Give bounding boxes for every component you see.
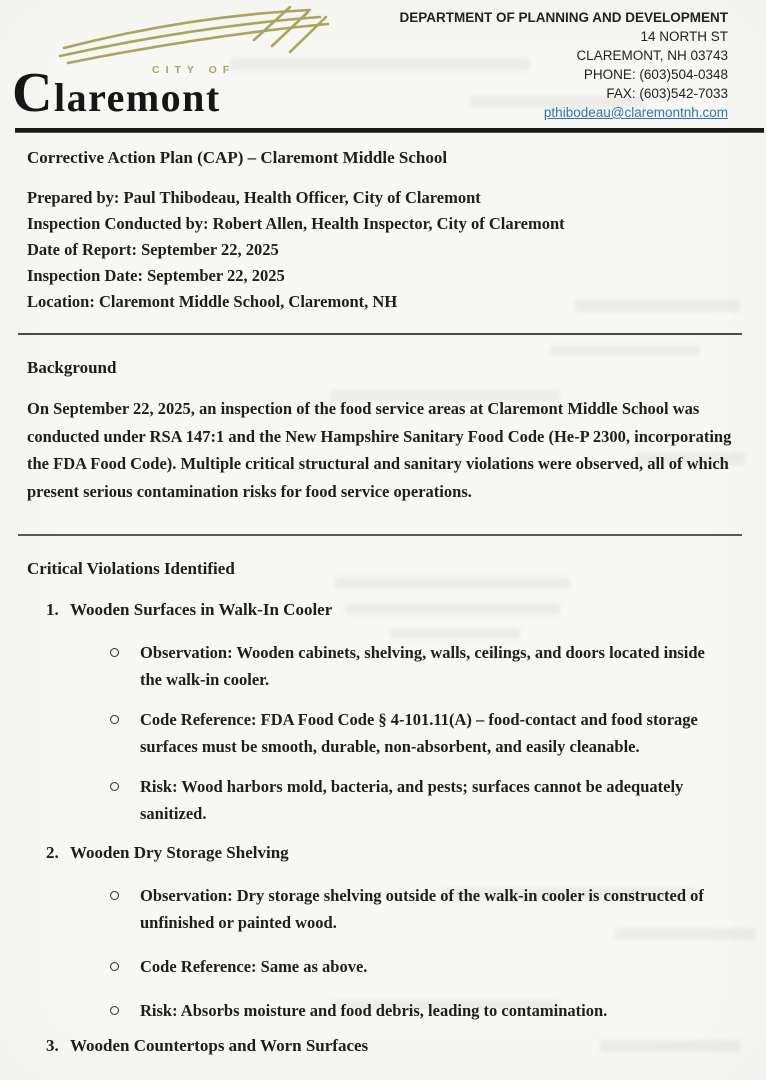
- logo-swoosh-icon: [58, 6, 343, 68]
- bullet-text: Observation: Dry storage shelving outside of the walk-in cooler is constructed of unfinished or painted wood.: [140, 885, 704, 932]
- section-divider: [18, 534, 742, 536]
- violation-number: 3.: [46, 1035, 59, 1055]
- violation-bullet: [27, 953, 742, 980]
- section-divider: [18, 333, 742, 335]
- department-name: DEPARTMENT OF PLANNING AND DEVELOPMENT: [399, 10, 728, 25]
- email-link[interactable]: pthibodeau@claremontnh.com: [543, 105, 728, 120]
- circle-bullet-icon: [110, 962, 119, 971]
- violation-item-2: [27, 842, 742, 864]
- header-contact-block: [399, 8, 728, 122]
- violation-bullet: [27, 706, 742, 760]
- bullet-text: Risk: Wood harbors mold, bacteria, and pests; surfaces cannot be adequately sanitized.: [140, 776, 684, 823]
- violations-list: [27, 599, 742, 1057]
- circle-bullet-icon: [110, 715, 119, 724]
- bullet-text: Observation: Wooden cabinets, shelving, walls, ceilings, and doors located inside the walk-in cooler.: [140, 642, 705, 689]
- meta-date-of-report: Date of Report: September 22, 2025: [27, 240, 279, 259]
- violation-bullet: [27, 997, 742, 1024]
- violation-bullet: [27, 639, 742, 693]
- background-paragraph: On September 22, 2025, an inspection of the food service areas at Claremont Middle School was conducted under RSA 147:1 and the New Hampshire Sanitary Food Code (He-P 2300, incorporating the FDA Food Code). Multiple critical structural and sanitary violations were observed, all of which present serious contamination risks for food service operations.: [27, 399, 732, 501]
- phone-number: PHONE: (603)504-0348: [583, 67, 728, 82]
- address-line-2: CLAREMONT, NH 03743: [576, 48, 728, 63]
- violation-number: 2.: [46, 842, 59, 862]
- city-of-claremont-logo: [10, 4, 350, 126]
- violation-item-3: [27, 1035, 742, 1057]
- bullet-text: Risk: Absorbs moisture and food debris, leading to contamination.: [140, 1000, 608, 1020]
- circle-bullet-icon: [110, 891, 119, 900]
- meta-inspection-date: Inspection Date: September 22, 2025: [27, 266, 285, 285]
- letterhead: [0, 0, 766, 127]
- address-line-1: 14 NORTH ST: [640, 29, 728, 44]
- bullet-text: Code Reference: FDA Food Code § 4-101.11(A) – food-contact and food storage surfaces must be smooth, durable, non-absorbent, and easily cleanable.: [140, 709, 698, 756]
- meta-location: Location: Claremont Middle School, Claremont, NH: [27, 292, 398, 311]
- meta-prepared-by: Prepared by: Paul Thibodeau, Health Officer, City of Claremont: [27, 188, 481, 207]
- circle-bullet-icon: [110, 782, 119, 791]
- violation-bullet: [27, 773, 742, 827]
- fax-number: FAX: (603)542-7033: [606, 86, 728, 101]
- circle-bullet-icon: [110, 1006, 119, 1015]
- document-body: [27, 133, 742, 1057]
- violation-title: Wooden Countertops and Worn Surfaces: [70, 1035, 369, 1055]
- logo-city-of-label: CITY OF: [152, 64, 236, 76]
- document-title: Corrective Action Plan (CAP) – Claremont Middle School: [27, 148, 448, 167]
- logo-city-name: Claremont: [12, 62, 221, 124]
- document-meta-block: [27, 185, 742, 315]
- background-heading: Background: [27, 358, 117, 377]
- bullet-text: Code Reference: Same as above.: [140, 956, 368, 976]
- violation-title: Wooden Dry Storage Shelving: [70, 842, 289, 862]
- violation-title: Wooden Surfaces in Walk-In Cooler: [70, 599, 333, 619]
- violation-item-1: [27, 599, 742, 621]
- meta-inspection-by: Inspection Conducted by: Robert Allen, Health Inspector, City of Claremont: [27, 214, 565, 233]
- violations-heading: Critical Violations Identified: [27, 558, 235, 578]
- violation-number: 1.: [46, 599, 59, 619]
- violation-bullet: [27, 882, 742, 936]
- circle-bullet-icon: [110, 648, 119, 657]
